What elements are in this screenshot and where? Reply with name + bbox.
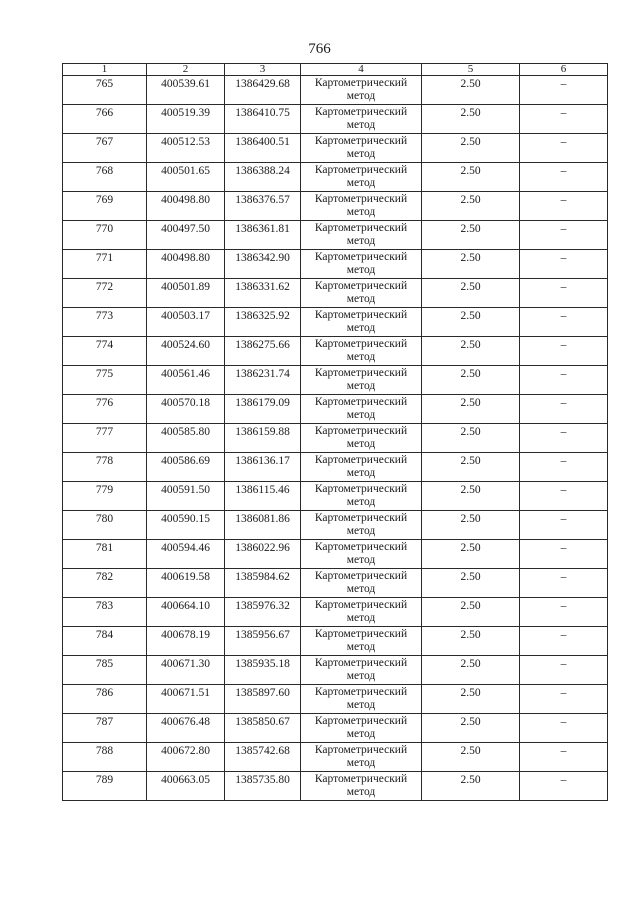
note-cell: –: [520, 424, 608, 453]
table-row: [63, 163, 608, 192]
note-cell: –: [520, 366, 608, 395]
note-cell: –: [520, 192, 608, 221]
point-number-cell: 787: [63, 714, 147, 743]
method-cell: Картометрический метод: [301, 163, 422, 192]
table-row: [63, 772, 608, 801]
column-header: 3: [225, 64, 301, 76]
table-row: [63, 76, 608, 105]
table-row: [63, 424, 608, 453]
point-number-cell: 784: [63, 627, 147, 656]
point-number-cell: 772: [63, 279, 147, 308]
column-header: 1: [63, 64, 147, 76]
table-row: [63, 627, 608, 656]
y-coordinate-cell: 1386231.74: [225, 366, 301, 395]
note-cell: –: [520, 772, 608, 801]
y-coordinate-cell: 1386429.68: [225, 76, 301, 105]
x-coordinate-cell: 400676.48: [147, 714, 225, 743]
table-row: [63, 482, 608, 511]
accuracy-cell: 2.50: [422, 366, 520, 395]
point-number-cell: 783: [63, 598, 147, 627]
x-coordinate-cell: 400561.46: [147, 366, 225, 395]
point-number-cell: 768: [63, 163, 147, 192]
accuracy-cell: 2.50: [422, 656, 520, 685]
table-row: [63, 337, 608, 366]
method-cell: Картометрический метод: [301, 540, 422, 569]
point-number-cell: 776: [63, 395, 147, 424]
note-cell: –: [520, 134, 608, 163]
y-coordinate-cell: 1386388.24: [225, 163, 301, 192]
coordinates-table: [62, 63, 608, 801]
note-cell: –: [520, 105, 608, 134]
point-number-cell: 789: [63, 772, 147, 801]
table-row: [63, 279, 608, 308]
y-coordinate-cell: 1385976.32: [225, 598, 301, 627]
point-number-cell: 779: [63, 482, 147, 511]
point-number-cell: 766: [63, 105, 147, 134]
method-cell: Картометрический метод: [301, 453, 422, 482]
x-coordinate-cell: 400585.80: [147, 424, 225, 453]
table-row: [63, 192, 608, 221]
x-coordinate-cell: 400664.10: [147, 598, 225, 627]
accuracy-cell: 2.50: [422, 569, 520, 598]
y-coordinate-cell: 1386179.09: [225, 395, 301, 424]
accuracy-cell: 2.50: [422, 685, 520, 714]
table-header: [63, 64, 608, 76]
x-coordinate-cell: 400512.53: [147, 134, 225, 163]
x-coordinate-cell: 400524.60: [147, 337, 225, 366]
page-number: 766: [308, 41, 331, 57]
note-cell: –: [520, 76, 608, 105]
table-row: [63, 656, 608, 685]
method-cell: Картометрический метод: [301, 395, 422, 424]
note-cell: –: [520, 627, 608, 656]
table-row: [63, 308, 608, 337]
point-number-cell: 767: [63, 134, 147, 163]
method-cell: Картометрический метод: [301, 743, 422, 772]
method-cell: Картометрический метод: [301, 250, 422, 279]
table-row: [63, 685, 608, 714]
note-cell: –: [520, 656, 608, 685]
method-cell: Картометрический метод: [301, 511, 422, 540]
method-cell: Картометрический метод: [301, 279, 422, 308]
method-cell: Картометрический метод: [301, 76, 422, 105]
x-coordinate-cell: 400672.80: [147, 743, 225, 772]
note-cell: –: [520, 337, 608, 366]
x-coordinate-cell: 400619.58: [147, 569, 225, 598]
x-coordinate-cell: 400497.50: [147, 221, 225, 250]
accuracy-cell: 2.50: [422, 308, 520, 337]
y-coordinate-cell: 1385897.60: [225, 685, 301, 714]
y-coordinate-cell: 1386361.81: [225, 221, 301, 250]
note-cell: –: [520, 221, 608, 250]
method-cell: Картометрический метод: [301, 308, 422, 337]
x-coordinate-cell: 400671.30: [147, 656, 225, 685]
point-number-cell: 774: [63, 337, 147, 366]
y-coordinate-cell: 1386022.96: [225, 540, 301, 569]
table-row: [63, 105, 608, 134]
point-number-cell: 785: [63, 656, 147, 685]
x-coordinate-cell: 400498.80: [147, 192, 225, 221]
accuracy-cell: 2.50: [422, 714, 520, 743]
x-coordinate-cell: 400663.05: [147, 772, 225, 801]
point-number-cell: 765: [63, 76, 147, 105]
table-row: [63, 134, 608, 163]
y-coordinate-cell: 1386400.51: [225, 134, 301, 163]
method-cell: Картометрический метод: [301, 105, 422, 134]
method-cell: Картометрический метод: [301, 337, 422, 366]
note-cell: –: [520, 540, 608, 569]
accuracy-cell: 2.50: [422, 105, 520, 134]
note-cell: –: [520, 714, 608, 743]
point-number-cell: 788: [63, 743, 147, 772]
y-coordinate-cell: 1385935.18: [225, 656, 301, 685]
accuracy-cell: 2.50: [422, 424, 520, 453]
method-cell: Картометрический метод: [301, 714, 422, 743]
note-cell: –: [520, 163, 608, 192]
method-cell: Картометрический метод: [301, 134, 422, 163]
point-number-cell: 769: [63, 192, 147, 221]
table-row: [63, 569, 608, 598]
table-row: [63, 395, 608, 424]
point-number-cell: 773: [63, 308, 147, 337]
method-cell: Картометрический метод: [301, 424, 422, 453]
accuracy-cell: 2.50: [422, 540, 520, 569]
x-coordinate-cell: 400501.89: [147, 279, 225, 308]
method-cell: Картометрический метод: [301, 569, 422, 598]
header-row: [63, 64, 608, 76]
x-coordinate-cell: 400671.51: [147, 685, 225, 714]
method-cell: Картометрический метод: [301, 192, 422, 221]
point-number-cell: 771: [63, 250, 147, 279]
x-coordinate-cell: 400539.61: [147, 76, 225, 105]
method-cell: Картометрический метод: [301, 598, 422, 627]
accuracy-cell: 2.50: [422, 453, 520, 482]
table-row: [63, 250, 608, 279]
point-number-cell: 770: [63, 221, 147, 250]
accuracy-cell: 2.50: [422, 192, 520, 221]
x-coordinate-cell: 400570.18: [147, 395, 225, 424]
accuracy-cell: 2.50: [422, 279, 520, 308]
x-coordinate-cell: 400586.69: [147, 453, 225, 482]
method-cell: Картометрический метод: [301, 482, 422, 511]
table-row: [63, 453, 608, 482]
note-cell: –: [520, 685, 608, 714]
method-cell: Картометрический метод: [301, 366, 422, 395]
point-number-cell: 778: [63, 453, 147, 482]
y-coordinate-cell: 1386136.17: [225, 453, 301, 482]
note-cell: –: [520, 598, 608, 627]
accuracy-cell: 2.50: [422, 76, 520, 105]
note-cell: –: [520, 511, 608, 540]
table-row: [63, 598, 608, 627]
method-cell: Картометрический метод: [301, 656, 422, 685]
accuracy-cell: 2.50: [422, 482, 520, 511]
y-coordinate-cell: 1385850.67: [225, 714, 301, 743]
accuracy-cell: 2.50: [422, 337, 520, 366]
note-cell: –: [520, 482, 608, 511]
y-coordinate-cell: 1386342.90: [225, 250, 301, 279]
method-cell: Картометрический метод: [301, 685, 422, 714]
note-cell: –: [520, 743, 608, 772]
column-header: 4: [301, 64, 422, 76]
table-row: [63, 540, 608, 569]
column-header: 2: [147, 64, 225, 76]
accuracy-cell: 2.50: [422, 598, 520, 627]
point-number-cell: 777: [63, 424, 147, 453]
accuracy-cell: 2.50: [422, 250, 520, 279]
y-coordinate-cell: 1386081.86: [225, 511, 301, 540]
note-cell: –: [520, 569, 608, 598]
accuracy-cell: 2.50: [422, 511, 520, 540]
y-coordinate-cell: 1386410.75: [225, 105, 301, 134]
accuracy-cell: 2.50: [422, 221, 520, 250]
table-row: [63, 714, 608, 743]
y-coordinate-cell: 1385735.80: [225, 772, 301, 801]
y-coordinate-cell: 1385984.62: [225, 569, 301, 598]
accuracy-cell: 2.50: [422, 134, 520, 163]
y-coordinate-cell: 1386376.57: [225, 192, 301, 221]
y-coordinate-cell: 1386115.46: [225, 482, 301, 511]
accuracy-cell: 2.50: [422, 395, 520, 424]
column-header: 5: [422, 64, 520, 76]
point-number-cell: 780: [63, 511, 147, 540]
note-cell: –: [520, 279, 608, 308]
point-number-cell: 781: [63, 540, 147, 569]
x-coordinate-cell: 400503.17: [147, 308, 225, 337]
accuracy-cell: 2.50: [422, 743, 520, 772]
point-number-cell: 782: [63, 569, 147, 598]
y-coordinate-cell: 1386159.88: [225, 424, 301, 453]
point-number-cell: 775: [63, 366, 147, 395]
method-cell: Картометрический метод: [301, 221, 422, 250]
accuracy-cell: 2.50: [422, 627, 520, 656]
note-cell: –: [520, 395, 608, 424]
point-number-cell: 786: [63, 685, 147, 714]
y-coordinate-cell: 1386325.92: [225, 308, 301, 337]
x-coordinate-cell: 400501.65: [147, 163, 225, 192]
method-cell: Картометрический метод: [301, 627, 422, 656]
x-coordinate-cell: 400590.15: [147, 511, 225, 540]
table-row: [63, 511, 608, 540]
note-cell: –: [520, 453, 608, 482]
table-row: [63, 366, 608, 395]
column-header: 6: [520, 64, 608, 76]
y-coordinate-cell: 1386331.62: [225, 279, 301, 308]
table-body: [63, 76, 608, 801]
method-cell: Картометрический метод: [301, 772, 422, 801]
accuracy-cell: 2.50: [422, 163, 520, 192]
y-coordinate-cell: 1386275.66: [225, 337, 301, 366]
x-coordinate-cell: 400594.46: [147, 540, 225, 569]
x-coordinate-cell: 400498.80: [147, 250, 225, 279]
note-cell: –: [520, 250, 608, 279]
table-row: [63, 221, 608, 250]
x-coordinate-cell: 400591.50: [147, 482, 225, 511]
y-coordinate-cell: 1385956.67: [225, 627, 301, 656]
table-row: [63, 743, 608, 772]
note-cell: –: [520, 308, 608, 337]
y-coordinate-cell: 1385742.68: [225, 743, 301, 772]
accuracy-cell: 2.50: [422, 772, 520, 801]
x-coordinate-cell: 400519.39: [147, 105, 225, 134]
x-coordinate-cell: 400678.19: [147, 627, 225, 656]
